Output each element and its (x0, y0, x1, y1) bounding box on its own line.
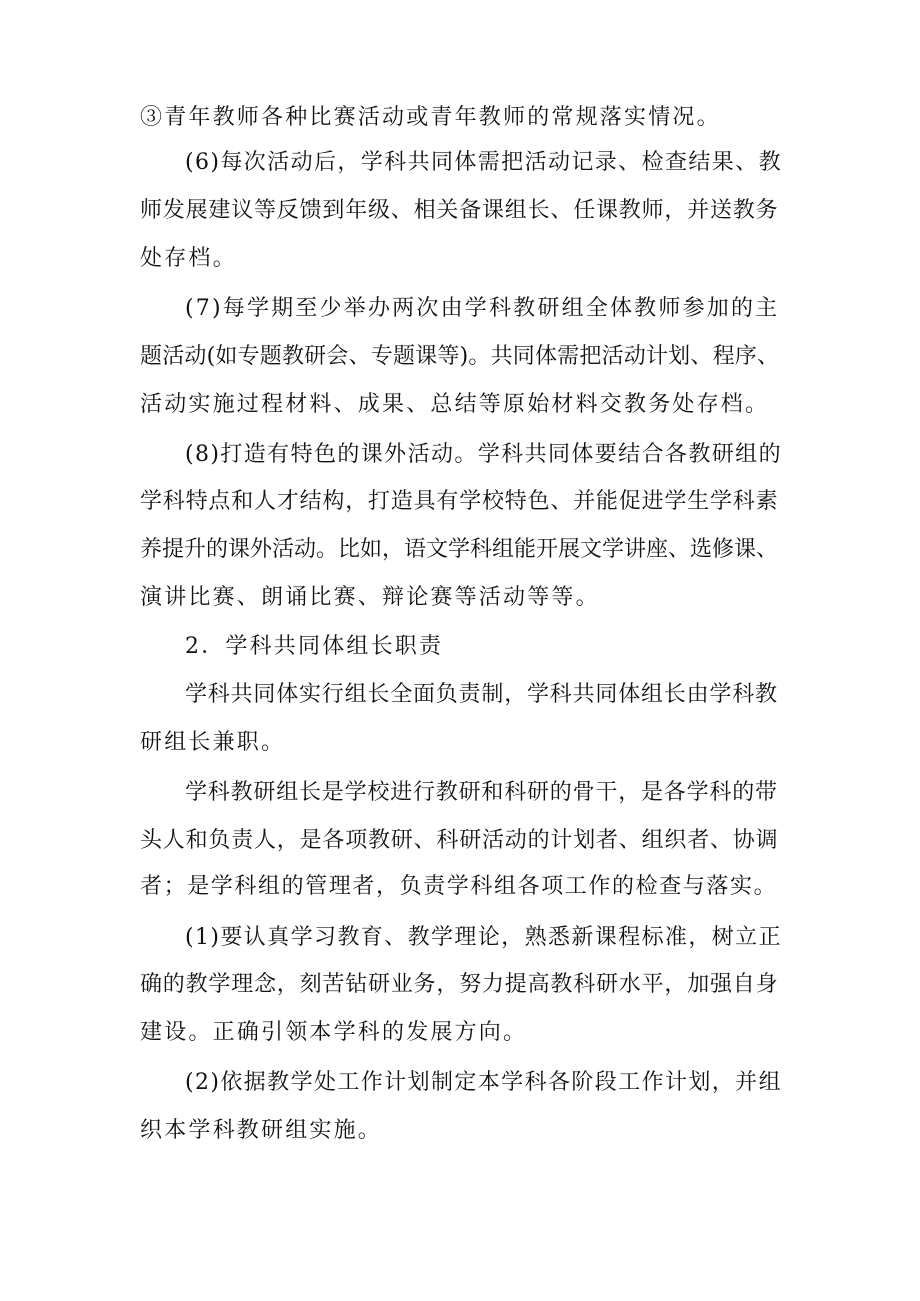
text-line: 学科教研组长是学校进行教研和科研的骨干，是各学科的带 (185, 780, 778, 805)
text-line: 处存档。 (140, 246, 237, 271)
text-line: 师发展建议等反馈到年级、相关备课组长、任课教师，并送教务 (140, 198, 779, 223)
section-heading: 2．学科共同体组长职责 (185, 634, 444, 659)
text-line: 演讲比赛、朗诵比赛、辩论赛等活动等等。 (140, 585, 600, 610)
text-line: 者；是学科组的管理者，负责学科组各项工作的检查与落实。 (140, 874, 778, 899)
text-line: (7)每学期至少举办两次由学科教研组全体教师参加的主 (185, 296, 780, 321)
text-line: 研组长兼职。 (140, 730, 286, 755)
text-line: (8)打造有特色的课外活动。学科共同体要结合各教研组的 (185, 442, 782, 467)
text-line: ③青年教师各种比赛活动或青年教师的常规落实情况。 (140, 105, 721, 130)
text-line: 养提升的课外活动。比如，语文学科组能开展文学讲座、选修课、 (140, 537, 779, 562)
text-line: (1)要认真学习教育、教学理论，熟悉新课程标准，树立正 (185, 925, 782, 950)
text-line: 织本学科教研组实施。 (140, 1118, 383, 1143)
text-line: 题活动(如专题教研会、专题课等)。共同体需把活动计划、程序、 (140, 344, 780, 369)
text-line: 头人和负责人，是各项教研、科研活动的计划者、组织者、协调 (140, 828, 779, 853)
text-line: 学科特点和人才结构，打造具有学校特色、并能促进学生学科素 (140, 489, 779, 514)
text-line: (6)每次活动后，学科共同体需把活动记录、检查结果、教 (185, 150, 782, 175)
text-line: 活动实施过程材料、成果、总结等原始材料交教务处存档。 (140, 392, 770, 417)
text-line: 建设。正确引领本学科的发展方向。 (140, 1020, 528, 1045)
text-line: 学科共同体实行组长全面负责制，学科共同体组长由学科教 (185, 682, 778, 707)
text-line: 确的教学理念，刻苦钻研业务，努力提高教科研水平，加强自身 (140, 972, 779, 997)
text-line: (2)依据教学处工作计划制定本学科各阶段工作计划，并组 (185, 1070, 782, 1095)
